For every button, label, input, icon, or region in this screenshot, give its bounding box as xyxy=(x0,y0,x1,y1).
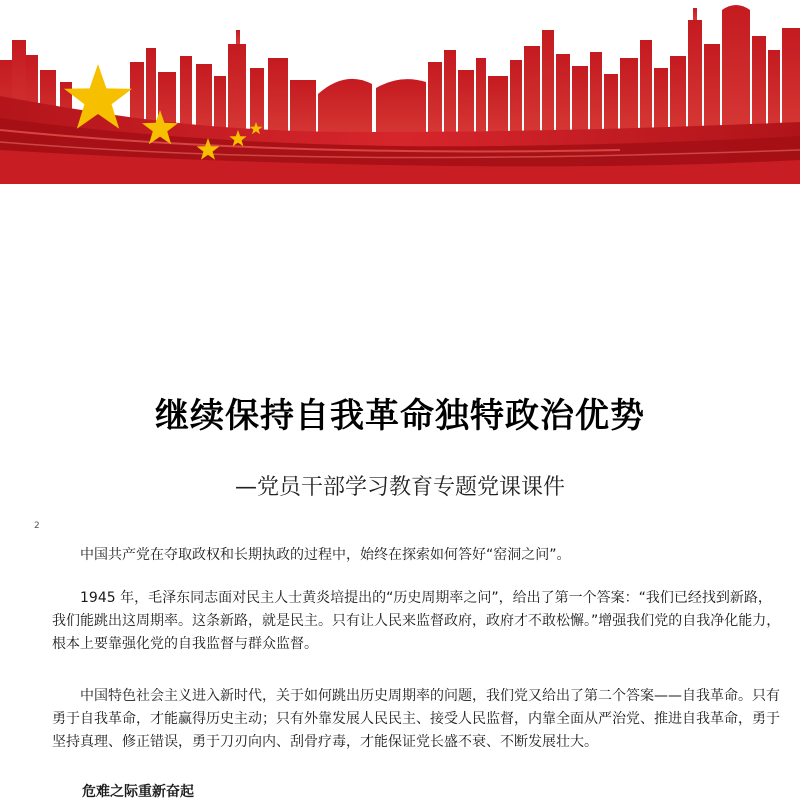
paragraph-3: 中国特色社会主义进入新时代，关于如何跳出历史周期率的问题，我们党又给出了第二个答案——自我革命。只有勇于自我革命，才能赢得历史主动；只有外靠发展人民民主、接受人民监督，内靠全面从严治党、推进自我革命，勇于坚持真理、修正错误，勇于刀刃向内、刮骨疗毒，才能保证党长盛不衰、不断发展壮大。 xyxy=(52,688,780,750)
page-number: 2 xyxy=(34,521,40,531)
document-title: 继续保持自我革命独特政治优势 xyxy=(155,396,645,436)
section-heading: 危难之际重新奋起 xyxy=(82,784,194,800)
document-subtitle: —党员干部学习教育专题党课课件 xyxy=(234,475,565,500)
paragraph-2: 1945 年，毛泽东同志面对民主人士黄炎培提出的“历史周期率之问”，给出了第一个答案：“我们已经找到新路，我们能跳出这周期率。这条新路，就是民主。只有让人民来监督政府，政府才不敢松懈。”增强我们党的自我净化能力，根本上要靠强化党的自我监督与群众监督。 xyxy=(52,590,781,652)
red-banner-header xyxy=(0,0,800,184)
paragraph-1: 中国共产党在夺取政权和长期执政的过程中，始终在探索如何答好“窑洞之问”。 xyxy=(80,547,571,563)
